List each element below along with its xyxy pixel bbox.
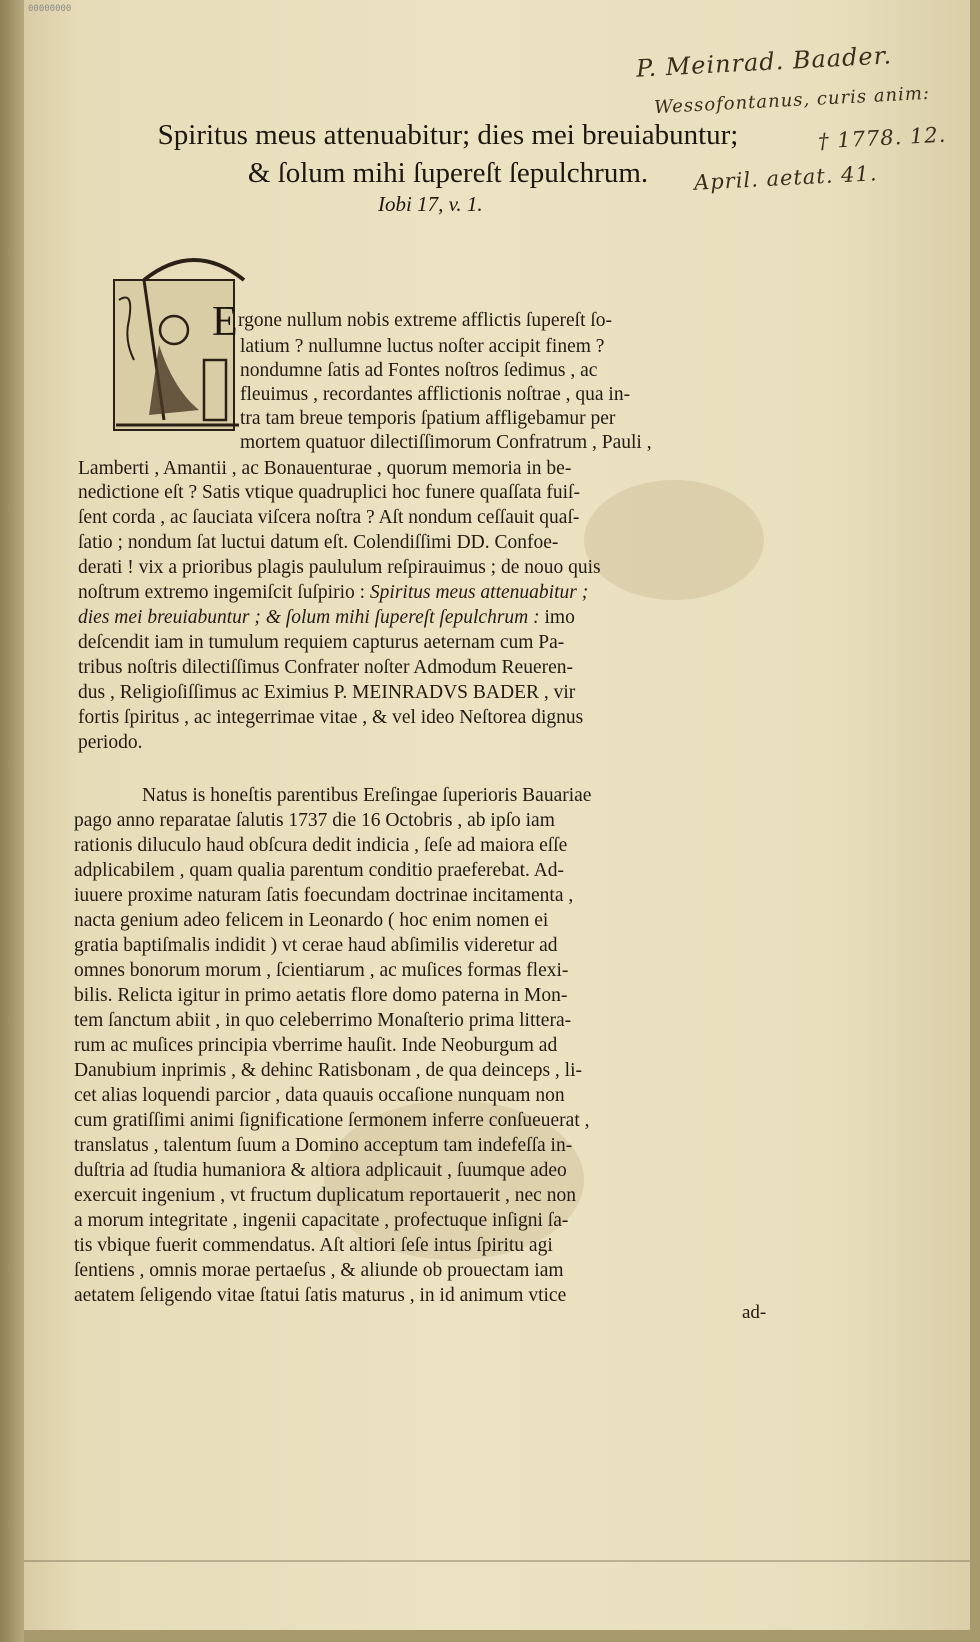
scripture-quote: dies mei breuiabuntur ; & ſolum mihi ſupereſt ſepulchrum : (78, 607, 540, 628)
text-line: duſtria ad ſtudia humaniora & altiora adplicauit , ſuumque adeo (74, 1160, 567, 1181)
text-line: tra tam breue temporis ſpatium affligebamur per (240, 408, 616, 429)
handwritten-date: † 1778. 12. (817, 122, 947, 154)
text-line: tribus noſtris dilectiſſimus Confrater noſter Admodum Reueren- (78, 657, 573, 678)
text-line: tem ſanctum abiit , in quo celeberrimo Monaſterio prima littera- (74, 1010, 572, 1031)
text-segment: imo (544, 607, 575, 628)
text-line: iuuere proxime naturam ſatis foecundam doctrinae incitamenta , (74, 885, 574, 906)
text-line: aetatem ſeligendo vitae ſtatui ſatis maturus , in id animum vtice (74, 1285, 567, 1306)
text-line: mortem quatuor dilectiſſimorum Confratrum , Pauli , (240, 432, 652, 453)
text-line: Lamberti , Amantii , ac Bonauenturae , quorum memoria in be- (78, 458, 572, 479)
text-line: periodo. (78, 732, 143, 753)
text-line: adplicabilem , quam qualia parentum conditio praeferebat. Ad- (74, 860, 565, 881)
text-line: Danubium inprimis , & dehinc Ratisbonam , de qua deinceps , li- (74, 1060, 582, 1081)
scripture-citation: Iobi 17, v. 1. (378, 192, 483, 216)
text-line: tis vbique fuerit commendatus. Aſt altiori ſeſe intus ſpiritu agi (74, 1235, 553, 1256)
text-line: translatus , talentum ſuum a Domino acceptum tam indefeſſa in- (74, 1135, 573, 1156)
paper-stain (584, 480, 764, 600)
handwritten-note: Wessofontanus, curis anim: (653, 82, 931, 119)
initial-letter: E (212, 299, 238, 345)
page-title (78, 116, 818, 192)
text-line: omnes bonorum morum , ſcientiarum , ac muſices formas flexi- (74, 960, 569, 981)
text-line: rationis diluculo haud obſcura dedit indicia , ſeſe ad maiora eſſe (74, 835, 568, 856)
text-line: ſentiens , omnis morae pertaeſus , & aliunde ob prouectam iam (74, 1260, 564, 1281)
scripture-quote: Spiritus meus attenuabitur ; (369, 582, 589, 603)
page-fold-line (24, 1560, 970, 1562)
text-line: gratia baptiſmalis indidit ) vt cerae haud abſimilis videretur ad (74, 935, 558, 956)
text-line: pago anno reparatae ſalutis 1737 die 16 Octobris , ab ipſo iam (74, 810, 555, 831)
text-line: exercuit ingenium , vt fructum duplicatum reportauerit , nec non (74, 1185, 576, 1206)
text-segment: noſtrum extremo ingemiſcit ſuſpirio : (78, 582, 366, 603)
text-line: rgone nullum nobis extreme afflictis ſupereſt ſo- (238, 310, 613, 331)
title-line-1: Spiritus meus attenuabitur; dies mei breuiabuntur; (157, 119, 739, 151)
corner-tag: 00000000 (28, 4, 72, 14)
book-spine-edge (0, 0, 24, 1642)
handwritten-age: April. aetat. 41. (693, 161, 879, 195)
text-line: fleuimus , recordantes afflictionis noſtrae , qua in- (240, 384, 631, 405)
text-line: latium ? nullumne luctus noſter accipit finem ? (240, 336, 605, 357)
text-line: fortis ſpiritus , ac integerrimae vitae , & vel ideo Neſtorea dignus (78, 707, 584, 728)
handwritten-name: P. Meinrad. Baader. (635, 41, 893, 83)
text-line: Natus is honeſtis parentibus Ereſingae ſuperioris Bauariae (142, 785, 592, 806)
text-line: bilis. Relicta igitur in primo aetatis flore domo paterna in Mon- (74, 985, 568, 1006)
text-line: nacta genium adeo felicem in Leonardo ( hoc enim nomen ei (74, 910, 549, 931)
catchword: ad- (742, 1302, 767, 1323)
document-page (24, 0, 970, 1630)
text-line: dus , Religioſiſſimus ac Eximius P. MEINRADVS BADER , vir (78, 682, 576, 703)
text-line (78, 582, 588, 604)
text-line: ſent corda , ac ſauciata viſcera noſtra ? Aſt nondum ceſſauit quaſ- (78, 507, 580, 528)
text-line: nedictione eſt ? Satis vtique quadruplici hoc funere quaſſata fuiſ- (78, 482, 580, 503)
text-line: a morum integritate , ingenii capacitate , profectuque inſigni ſa- (74, 1210, 569, 1231)
text-line: derati ! vix a prioribus plagis paululum reſpirauimus ; de nouo quis (78, 557, 601, 578)
text-line (78, 607, 575, 629)
text-line: ſatio ; nondum ſat luctui datum eſt. Colendiſſimi DD. Confoe- (78, 532, 559, 553)
title-line-2: & ſolum mihi ſupereſt ſepulchrum. (247, 157, 649, 189)
text-line: cum gratiſſimi animi ſignificatione ſermonem inferre conſueuerat , (74, 1110, 590, 1131)
text-line: nondumne ſatis ad Fontes noſtros ſedimus , ac (240, 360, 598, 381)
text-line: rum ac muſices principia vberrime hauſit. Inde Neoburgum ad (74, 1035, 558, 1056)
text-line: cet alias loquendi parcior , data quauis occaſione nunquam non (74, 1085, 565, 1106)
text-line: deſcendit iam in tumulum requiem capturus aeternam cum Pa- (78, 632, 565, 653)
